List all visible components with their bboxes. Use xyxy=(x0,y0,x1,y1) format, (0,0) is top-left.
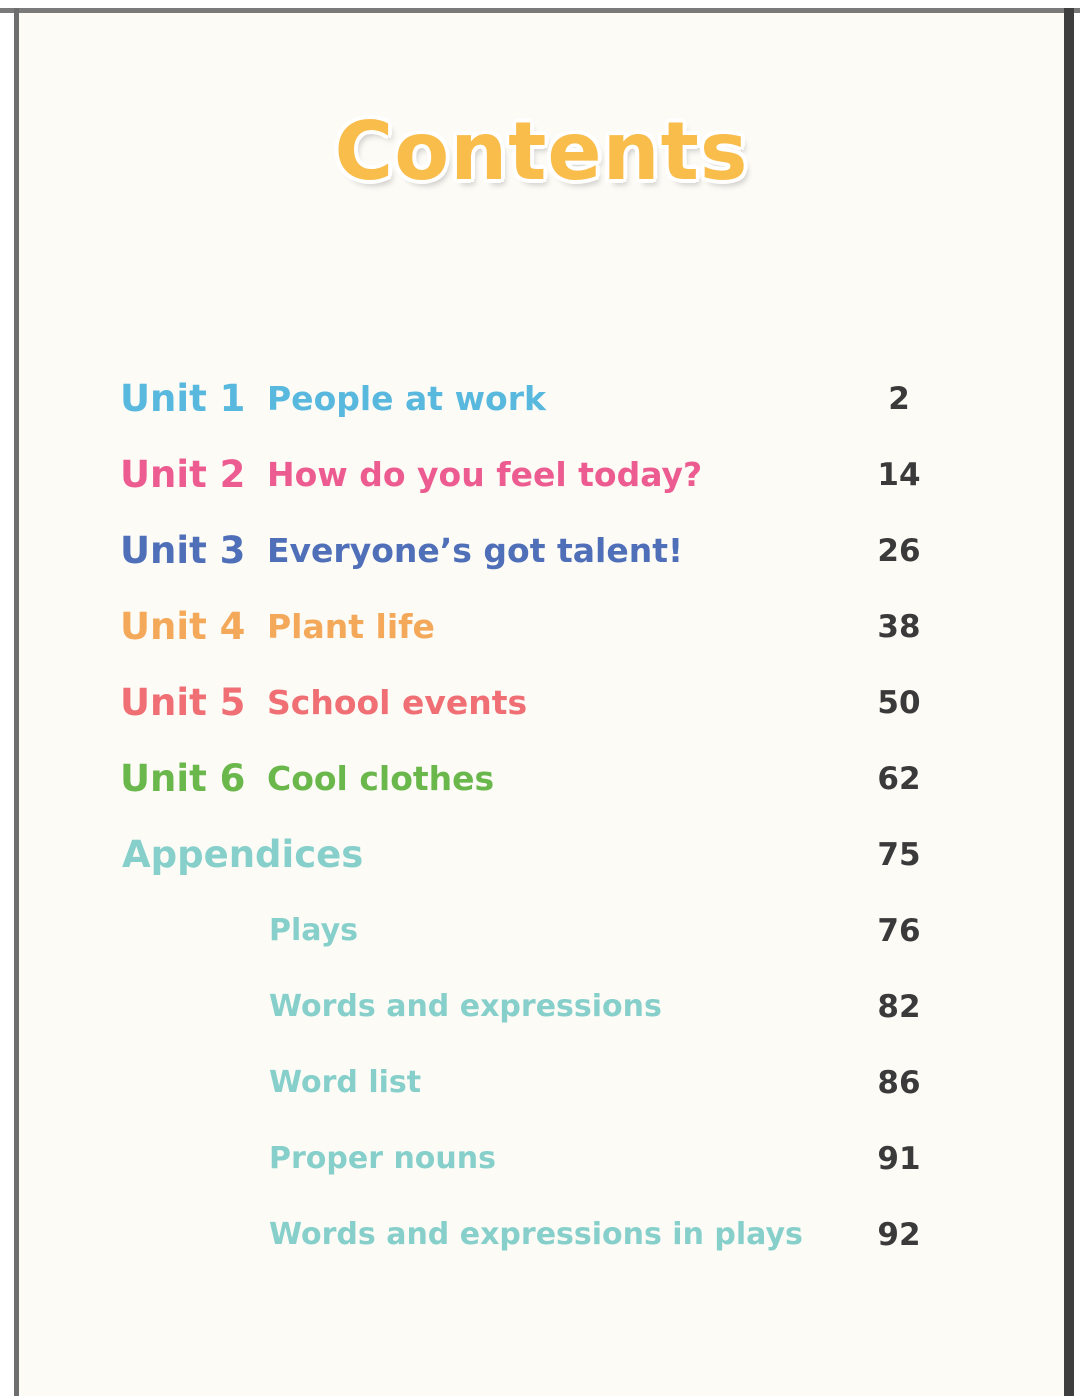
page-number: 38 xyxy=(877,609,921,645)
toc-row-words-and-expressions-in-plays[interactable] xyxy=(19,1210,1064,1260)
toc-row-unit-2[interactable] xyxy=(19,450,1064,500)
scan-right-edge xyxy=(1064,8,1074,1396)
appendix-item-title: Words and expressions xyxy=(269,989,662,1024)
page-number: 86 xyxy=(877,1065,921,1101)
table-of-contents xyxy=(19,13,1064,1396)
unit-title: How do you feel today? xyxy=(267,455,703,494)
unit-label: Unit 3 xyxy=(120,529,246,572)
appendix-item-title: Words and expressions in plays xyxy=(269,1217,803,1252)
toc-row-unit-1[interactable] xyxy=(19,374,1064,424)
appendices-heading: Appendices xyxy=(122,833,364,876)
unit-label: Unit 1 xyxy=(120,377,246,420)
toc-row-words-and-expressions[interactable] xyxy=(19,982,1064,1032)
unit-label: Unit 5 xyxy=(120,681,246,724)
page-number: 26 xyxy=(877,533,921,569)
page-number: 14 xyxy=(877,457,921,493)
page-number: 50 xyxy=(877,685,921,721)
toc-row-unit-4[interactable] xyxy=(19,602,1064,652)
unit-title: People at work xyxy=(267,379,546,418)
unit-label: Unit 4 xyxy=(120,605,246,648)
page-number: 92 xyxy=(877,1217,921,1253)
appendix-item-title: Proper nouns xyxy=(269,1141,496,1176)
unit-label: Unit 6 xyxy=(120,757,246,800)
toc-row-appendices[interactable] xyxy=(19,830,1064,880)
page-number: 75 xyxy=(877,837,921,873)
toc-row-plays[interactable] xyxy=(19,906,1064,956)
toc-row-proper-nouns[interactable] xyxy=(19,1134,1064,1184)
page-number: 62 xyxy=(877,761,921,797)
toc-row-word-list[interactable] xyxy=(19,1058,1064,1108)
page-number: 91 xyxy=(877,1141,921,1177)
unit-title: Plant life xyxy=(267,607,435,646)
unit-title: School events xyxy=(267,683,528,722)
toc-row-unit-6[interactable] xyxy=(19,754,1064,804)
unit-title: Everyone’s got talent! xyxy=(267,531,684,570)
unit-title: Cool clothes xyxy=(267,759,495,798)
page-title: Contents xyxy=(334,105,749,198)
page-number: 82 xyxy=(877,989,921,1025)
page-number: 76 xyxy=(877,913,921,949)
toc-row-unit-3[interactable] xyxy=(19,526,1064,576)
contents-page xyxy=(19,13,1064,1396)
appendix-item-title: Plays xyxy=(269,913,359,948)
unit-label: Unit 2 xyxy=(120,453,246,496)
toc-row-unit-5[interactable] xyxy=(19,678,1064,728)
page-number: 2 xyxy=(888,381,910,417)
appendix-item-title: Word list xyxy=(269,1065,422,1100)
